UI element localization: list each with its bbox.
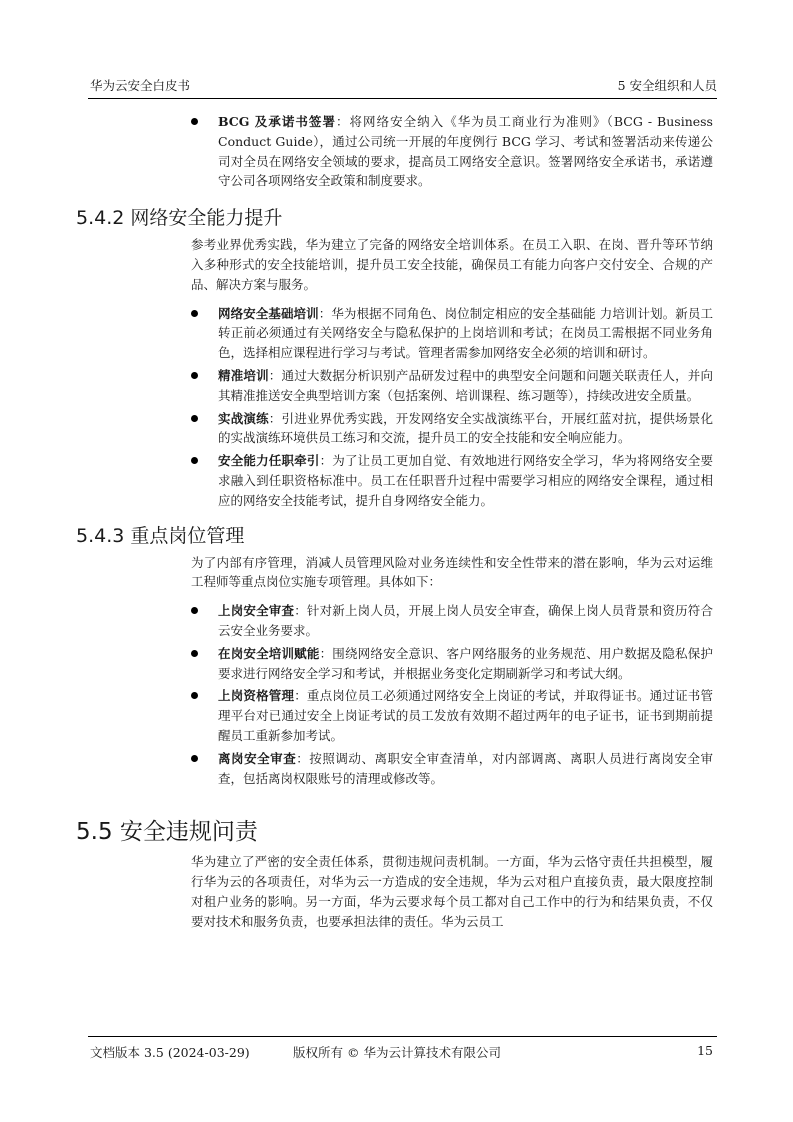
- bullet-term: 实战演练: [218, 410, 269, 426]
- bullet-term: 在岗安全培训赋能: [218, 645, 320, 661]
- list-item: 网络安全基础培训：华为根据不同角色、岗位制定相应的安全基础能 力培训计划。新员工转正前必须通过有关网络安全与隐私保护的上岗培训和考试；在岗员工需根据不同业务角色，选择相应课程进行学习与考试。管理者需参加网络安全必须的培训和研讨。: [191, 304, 713, 363]
- page-header: [88, 76, 717, 99]
- page-content: [76, 112, 713, 932]
- bullet-text: 华为根据不同角色、岗位制定相应的安全基础能 力培训计划。新员工转正前必须通过有关网络安全与隐私保护的上岗培训和考试；在岗员工需根据不同业务角色，选择相应课程进行学习与考试。管理者需参加网络安全必须的培训和研讨。: [218, 305, 713, 361]
- bullet-text: 围绕网络安全意识、客户网络服务的业务规范、用户数据及隐私保护要求进行网络安全学习和考试，并根据业务变化定期刷新学习和考试大纲。: [218, 645, 713, 681]
- bullet-text: 通过大数据分析识别产品研发过程中的典型安全问题和问题关联责任人，并向其精准推送安全典型培训方案（包括案例、培训课程、练习题等），持续改进安全质量。: [218, 367, 713, 403]
- section-title-5-5: 5.5 安全违规问责: [76, 819, 258, 846]
- copyright: 版权所有 © 华为云计算技术有限公司: [293, 1045, 501, 1060]
- bullet-text: 将网络安全纳入《华为员工商业行为准则》（BCG - Business Conduct Guide），通过公司统一开展的年度例行 BCG 学习、考试和签署活动来传递公司对全员在网络安全领域的要求，提高员工网络安全意识。签署网络安全承诺书，承诺遵守公司各项网络安全政策和制度要求。: [218, 114, 713, 189]
- bullet-term: 离岗安全审查: [218, 750, 297, 766]
- bullet-text: 针对新上岗人员，开展上岗人员安全审查，确保上岗人员背景和资历符合云安全业务要求。: [218, 603, 713, 638]
- bullet-text: 为了让员工更加自觉、有效地进行网络安全学习，华为将网络安全要求融入到任职资格标准中。员工在任职晋升过程中需要学习相应的网络安全课程，通过相应的网络安全技能考试，提升自身网络安全能力。: [218, 453, 713, 508]
- bullet-term: 安全能力任职牵引: [218, 453, 320, 469]
- page-footer: [88, 1036, 717, 1061]
- bullet-term: BCG 及承诺书签署: [218, 114, 336, 129]
- bullet-term: 上岗安全审查: [218, 603, 295, 619]
- bullet-list-5-4-3: [191, 601, 713, 788]
- section-title-5-4-2: 5.4.2 网络安全能力提升: [76, 207, 283, 230]
- section-title-5-4-3: 5.4.3 重点岗位管理: [76, 524, 245, 547]
- list-item: 在岗安全培训赋能：围绕网络安全意识、客户网络服务的业务规范、用户数据及隐私保护要求进行网络安全学习和考试，并根据业务变化定期刷新学习和考试大纲。: [191, 644, 713, 684]
- bullet-text: 重点岗位员工必须通过网络安全上岗证的考试，并取得证书。通过证书管理平台对已通过安全上岗证考试的员工发放有效期不超过两年的电子证书，证书到期前提醒员工重新参加考试。: [218, 688, 713, 743]
- section-paragraph: 参考业界优秀实践，华为建立了完备的网络安全培训体系。在员工入职、在岗、晋升等环节纳入多种形式的安全技能培训，提升员工安全技能，确保员工有能力向客户交付安全、合规的产品、解决方案与服务。: [191, 237, 713, 292]
- bullet-term: 精准培训: [218, 367, 269, 383]
- list-item: 安全能力任职牵引：为了让员工更加自觉、有效地进行网络安全学习，华为将网络安全要求融入到任职资格标准中。员工在任职晋升过程中需要学习相应的网络安全课程，通过相应的网络安全技能考试，提升自身网络安全能力。: [191, 451, 713, 510]
- list-item: 上岗资格管理：重点岗位员工必须通过网络安全上岗证的考试，并取得证书。通过证书管理平台对已通过安全上岗证考试的员工发放有效期不超过两年的电子证书，证书到期前提醒员工重新参加考试。: [191, 686, 713, 745]
- bullet-term: 上岗资格管理: [218, 688, 295, 704]
- header-doc-title: 华为云安全白皮书: [90, 78, 191, 93]
- doc-version: 文档版本 3.5 (2024-03-29): [90, 1045, 250, 1060]
- list-item: 离岗安全审查：按照调动、离职安全审查清单，对内部调离、离职人员进行离岗安全审查，包括离岗权限账号的清理或修改等。: [191, 749, 713, 789]
- bullet-term: 网络安全基础培训: [218, 305, 319, 321]
- section-paragraph: 华为建立了严密的安全责任体系，贯彻违规问责机制。一方面，华为云恪守责任共担模型，履行华为云的各项责任，对华为云一方造成的安全违规，华为云对租户直接负责，最大限度控制对租户业务的影响。另一方面，华为云要求每个员工都对自己工作中的行为和结果负责，不仅要对技术和服务负责，也要承担法律的责任。华为云员工: [191, 854, 713, 929]
- list-item: 精准培训：通过大数据分析识别产品研发过程中的典型安全问题和问题关联责任人，并向其精准推送安全典型培训方案（包括案例、培训课程、练习题等），持续改进安全质量。: [191, 366, 713, 406]
- list-item: BCG 及承诺书签署：将网络安全纳入《华为员工商业行为准则》（BCG - Business Conduct Guide），通过公司统一开展的年度例行 BCG 学习、考试和签署活动来传递公司对全员在网络安全领域的要求，提高员工网络安全意识。签署网络安全承诺书，承诺遵守公司各项网络安全政策和制度要求。: [191, 112, 713, 191]
- list-item: 实战演练：引进业界优秀实践，开发网络安全实战演练平台，开展红蓝对抗，提供场景化的实战演练环境供员工练习和交流，提升员工的安全技能和安全响应能力。: [191, 409, 713, 449]
- header-chapter: 5 安全组织和人员: [617, 78, 717, 93]
- bullet-list-5-4-2: [191, 304, 713, 511]
- page-number: 15: [697, 1043, 713, 1058]
- bullet-text: 引进业界优秀实践，开发网络安全实战演练平台，开展红蓝对抗，提供场景化的实战演练环境供员工练习和交流，提升员工的安全技能和安全响应能力。: [218, 410, 713, 446]
- bullet-text: 按照调动、离职安全审查清单，对内部调离、离职人员进行离岗安全审查，包括离岗权限账号的清理或修改等。: [218, 750, 713, 786]
- list-item: 上岗安全审查：针对新上岗人员，开展上岗人员安全审查，确保上岗人员背景和资历符合云安全业务要求。: [191, 601, 713, 641]
- section-paragraph: 为了内部有序管理，消减人员管理风险对业务连续性和安全性带来的潜在影响，华为云对运维工程师等重点岗位实施专项管理。具体如下：: [191, 554, 713, 590]
- intro-bullet-list: [191, 112, 713, 191]
